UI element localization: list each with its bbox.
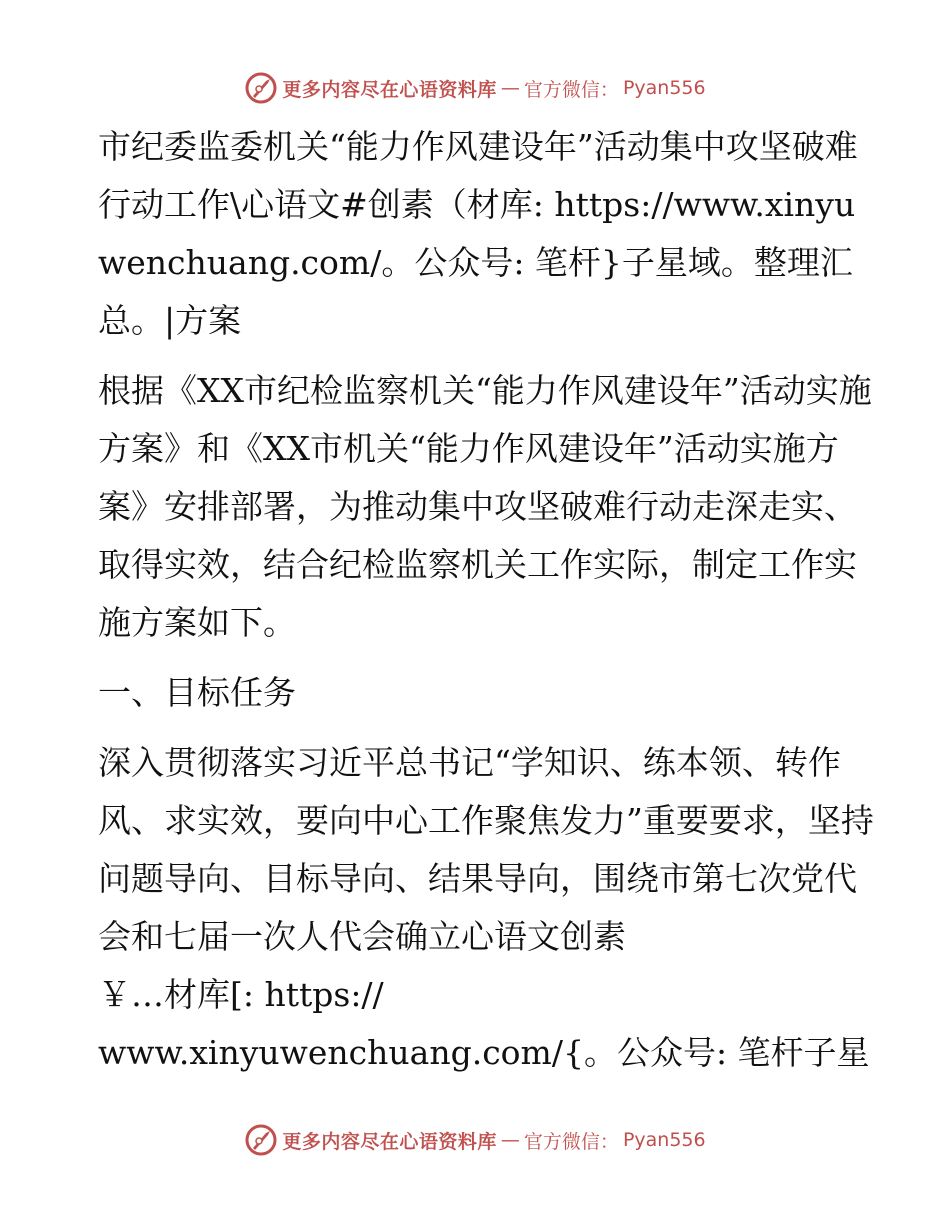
- body-url-line: www.xinyuwenchuang.com/{。公众号: 笔杆子星: [98, 1033, 870, 1072]
- body-fragment-line: ￥…材库[: https://: [98, 975, 384, 1014]
- footer-wechat-id: Pyan556: [622, 1129, 706, 1151]
- section-heading: 一、目标任务: [98, 673, 296, 712]
- header-wechat-label: 官方微信：: [523, 78, 619, 101]
- footer-dash: —: [500, 1129, 520, 1151]
- header-dash: —: [500, 77, 520, 99]
- document-title-paragraph: 市纪委监委机关“能力作风建设年”活动集中攻坚破难行动工作\心语文#创素（材库: https://www.xinyuwenchuang.com/。公众号: 笔杆}子星域。整理汇总。|方案: [98, 127, 858, 340]
- header-banner: [0, 68, 950, 108]
- intro-paragraph: 根据《XX市纪检监察机关“能力作风建设年”活动实施方案》和《XX市机关“能力作风建设年”活动实施方案》安排部署，为推动集中攻坚破难行动走深走实、取得实效，结合纪检监察机关工作实际，制定工作实施方案如下。: [98, 371, 872, 642]
- footer-wechat-label: 官方微信：: [523, 1130, 619, 1153]
- footer-banner: [0, 1120, 950, 1160]
- document-body: [98, 118, 878, 1094]
- quill-logo-icon: [244, 1123, 278, 1157]
- body-paragraph: 深入贯彻落实习近平总书记“学知识、练本领、转作风、求实效，要向中心工作聚焦发力”重要要求，坚持问题导向、目标导向、结果导向，围绕市第七次党代会和七届一次人代会确立心语文创素: [98, 743, 874, 956]
- header-wechat-id: Pyan556: [622, 77, 706, 99]
- quill-logo-icon: [244, 71, 278, 105]
- footer-slogan: 更多内容尽在心语资料库: [282, 1130, 497, 1153]
- header-slogan: 更多内容尽在心语资料库: [282, 78, 497, 101]
